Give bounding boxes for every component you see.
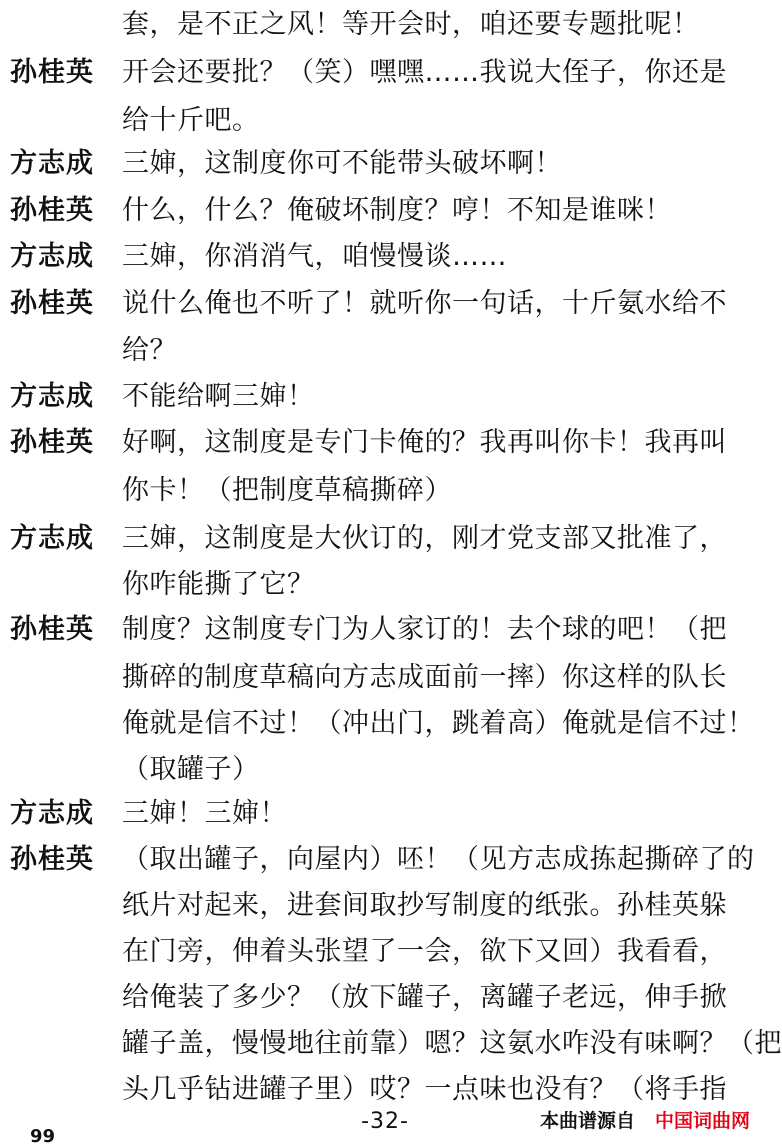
dialogue-text: 撕碎的制度草稿向方志成面前一摔）你这样的队长	[122, 662, 727, 693]
dialogue-line	[0, 655, 750, 701]
dialogue-line	[0, 837, 755, 883]
speaker-name: 孙桂英	[10, 57, 94, 88]
dialogue-text: 你卡！（把制度草稿撕碎）	[122, 475, 452, 506]
dialogue-text: 三婶！三婶！	[122, 798, 287, 829]
dialogue-line	[0, 516, 750, 562]
dialogue-text: 给十斤吧。	[122, 105, 260, 136]
dialogue-text: 俺就是信不过！（冲出门，跳着高）俺就是信不过！	[122, 708, 755, 739]
speaker-name: 孙桂英	[10, 427, 94, 458]
dialogue-line	[0, 2, 750, 48]
dialogue-text: 头几乎钻进罐子里）哎？一点味也没有？（将手指	[122, 1074, 727, 1105]
dialogue-text: （取罐子）	[122, 754, 260, 785]
dialogue-line	[0, 791, 750, 837]
dialogue-text: 不能给啊三婶！	[122, 381, 315, 412]
speaker-name: 孙桂英	[10, 614, 94, 645]
dialogue-text: （取出罐子，向屋内）呸！（见方志成拣起撕碎了的	[122, 844, 755, 875]
dialogue-text: 说什么俺也不听了！就听你一句话，十斤氨水给不	[122, 288, 727, 319]
dialogue-line	[0, 929, 750, 975]
dialogue-line	[0, 420, 750, 466]
speaker-name: 方志成	[10, 241, 94, 272]
speaker-name: 方志成	[10, 148, 94, 179]
dialogue-line	[0, 281, 750, 327]
dialogue-line	[0, 1021, 782, 1067]
speaker-name: 孙桂英	[10, 195, 94, 226]
dialogue-text: 罐子盖，慢慢地往前靠）嗯？这氨水咋没有味啊？（把	[122, 1028, 782, 1059]
dialogue-text: 制度？这制度专门为人家订的！去个球的吧！（把	[122, 614, 727, 645]
dialogue-text: 好啊，这制度是专门卡俺的？我再叫你卡！我再叫	[122, 427, 727, 458]
dialogue-line	[0, 607, 750, 653]
page-number: -32-	[361, 1109, 409, 1134]
site-name: 中国词曲网	[655, 1110, 751, 1132]
dialogue-line	[0, 747, 750, 793]
dialogue-text: 给？	[122, 335, 177, 366]
dialogue-line	[0, 50, 750, 96]
source-label: 本曲谱源自	[540, 1110, 636, 1132]
dialogue-text: 套，是不正之风！等开会时，咱还要专题批呢！	[122, 9, 700, 40]
dialogue-line	[0, 98, 750, 144]
dialogue-text: 三婶，你消消气，咱慢慢谈……	[122, 241, 507, 272]
speaker-name: 方志成	[10, 798, 94, 829]
speaker-name: 孙桂英	[10, 288, 94, 319]
dialogue-text: 三婶，这制度你可不能带头破坏啊！	[122, 148, 562, 179]
dialogue-line	[0, 468, 750, 514]
dialogue-text: 纸片对起来，进套间取抄写制度的纸张。孙桂英躲	[122, 890, 727, 921]
dialogue-line	[0, 975, 750, 1021]
dialogue-text: 三婶，这制度是大伙订的，刚才党支部又批准了，	[122, 523, 727, 554]
dialogue-line	[0, 234, 750, 280]
dialogue-line	[0, 883, 750, 929]
dialogue-text: 你咋能撕了它？	[122, 569, 315, 600]
dialogue-line	[0, 374, 750, 420]
dialogue-line	[0, 188, 750, 234]
cropped-page-number: 99	[30, 1126, 56, 1147]
speaker-name: 方志成	[10, 523, 94, 554]
dialogue-text: 开会还要批？（笑）嘿嘿……我说大侄子，你还是	[122, 57, 727, 88]
speaker-name: 孙桂英	[10, 844, 94, 875]
dialogue-line	[0, 328, 750, 374]
dialogue-text: 在门旁，伸着头张望了一会，欲下又回）我看看，	[122, 936, 727, 967]
speaker-name: 方志成	[10, 381, 94, 412]
dialogue-line	[0, 701, 755, 747]
dialogue-text: 给俺装了多少？（放下罐子，离罐子老远，伸手掀	[122, 982, 727, 1013]
dialogue-line	[0, 141, 750, 187]
page-footer	[0, 1106, 751, 1147]
dialogue-text: 什么，什么？俺破坏制度？哼！不知是谁咪！	[122, 195, 672, 226]
dialogue-line	[0, 562, 750, 608]
